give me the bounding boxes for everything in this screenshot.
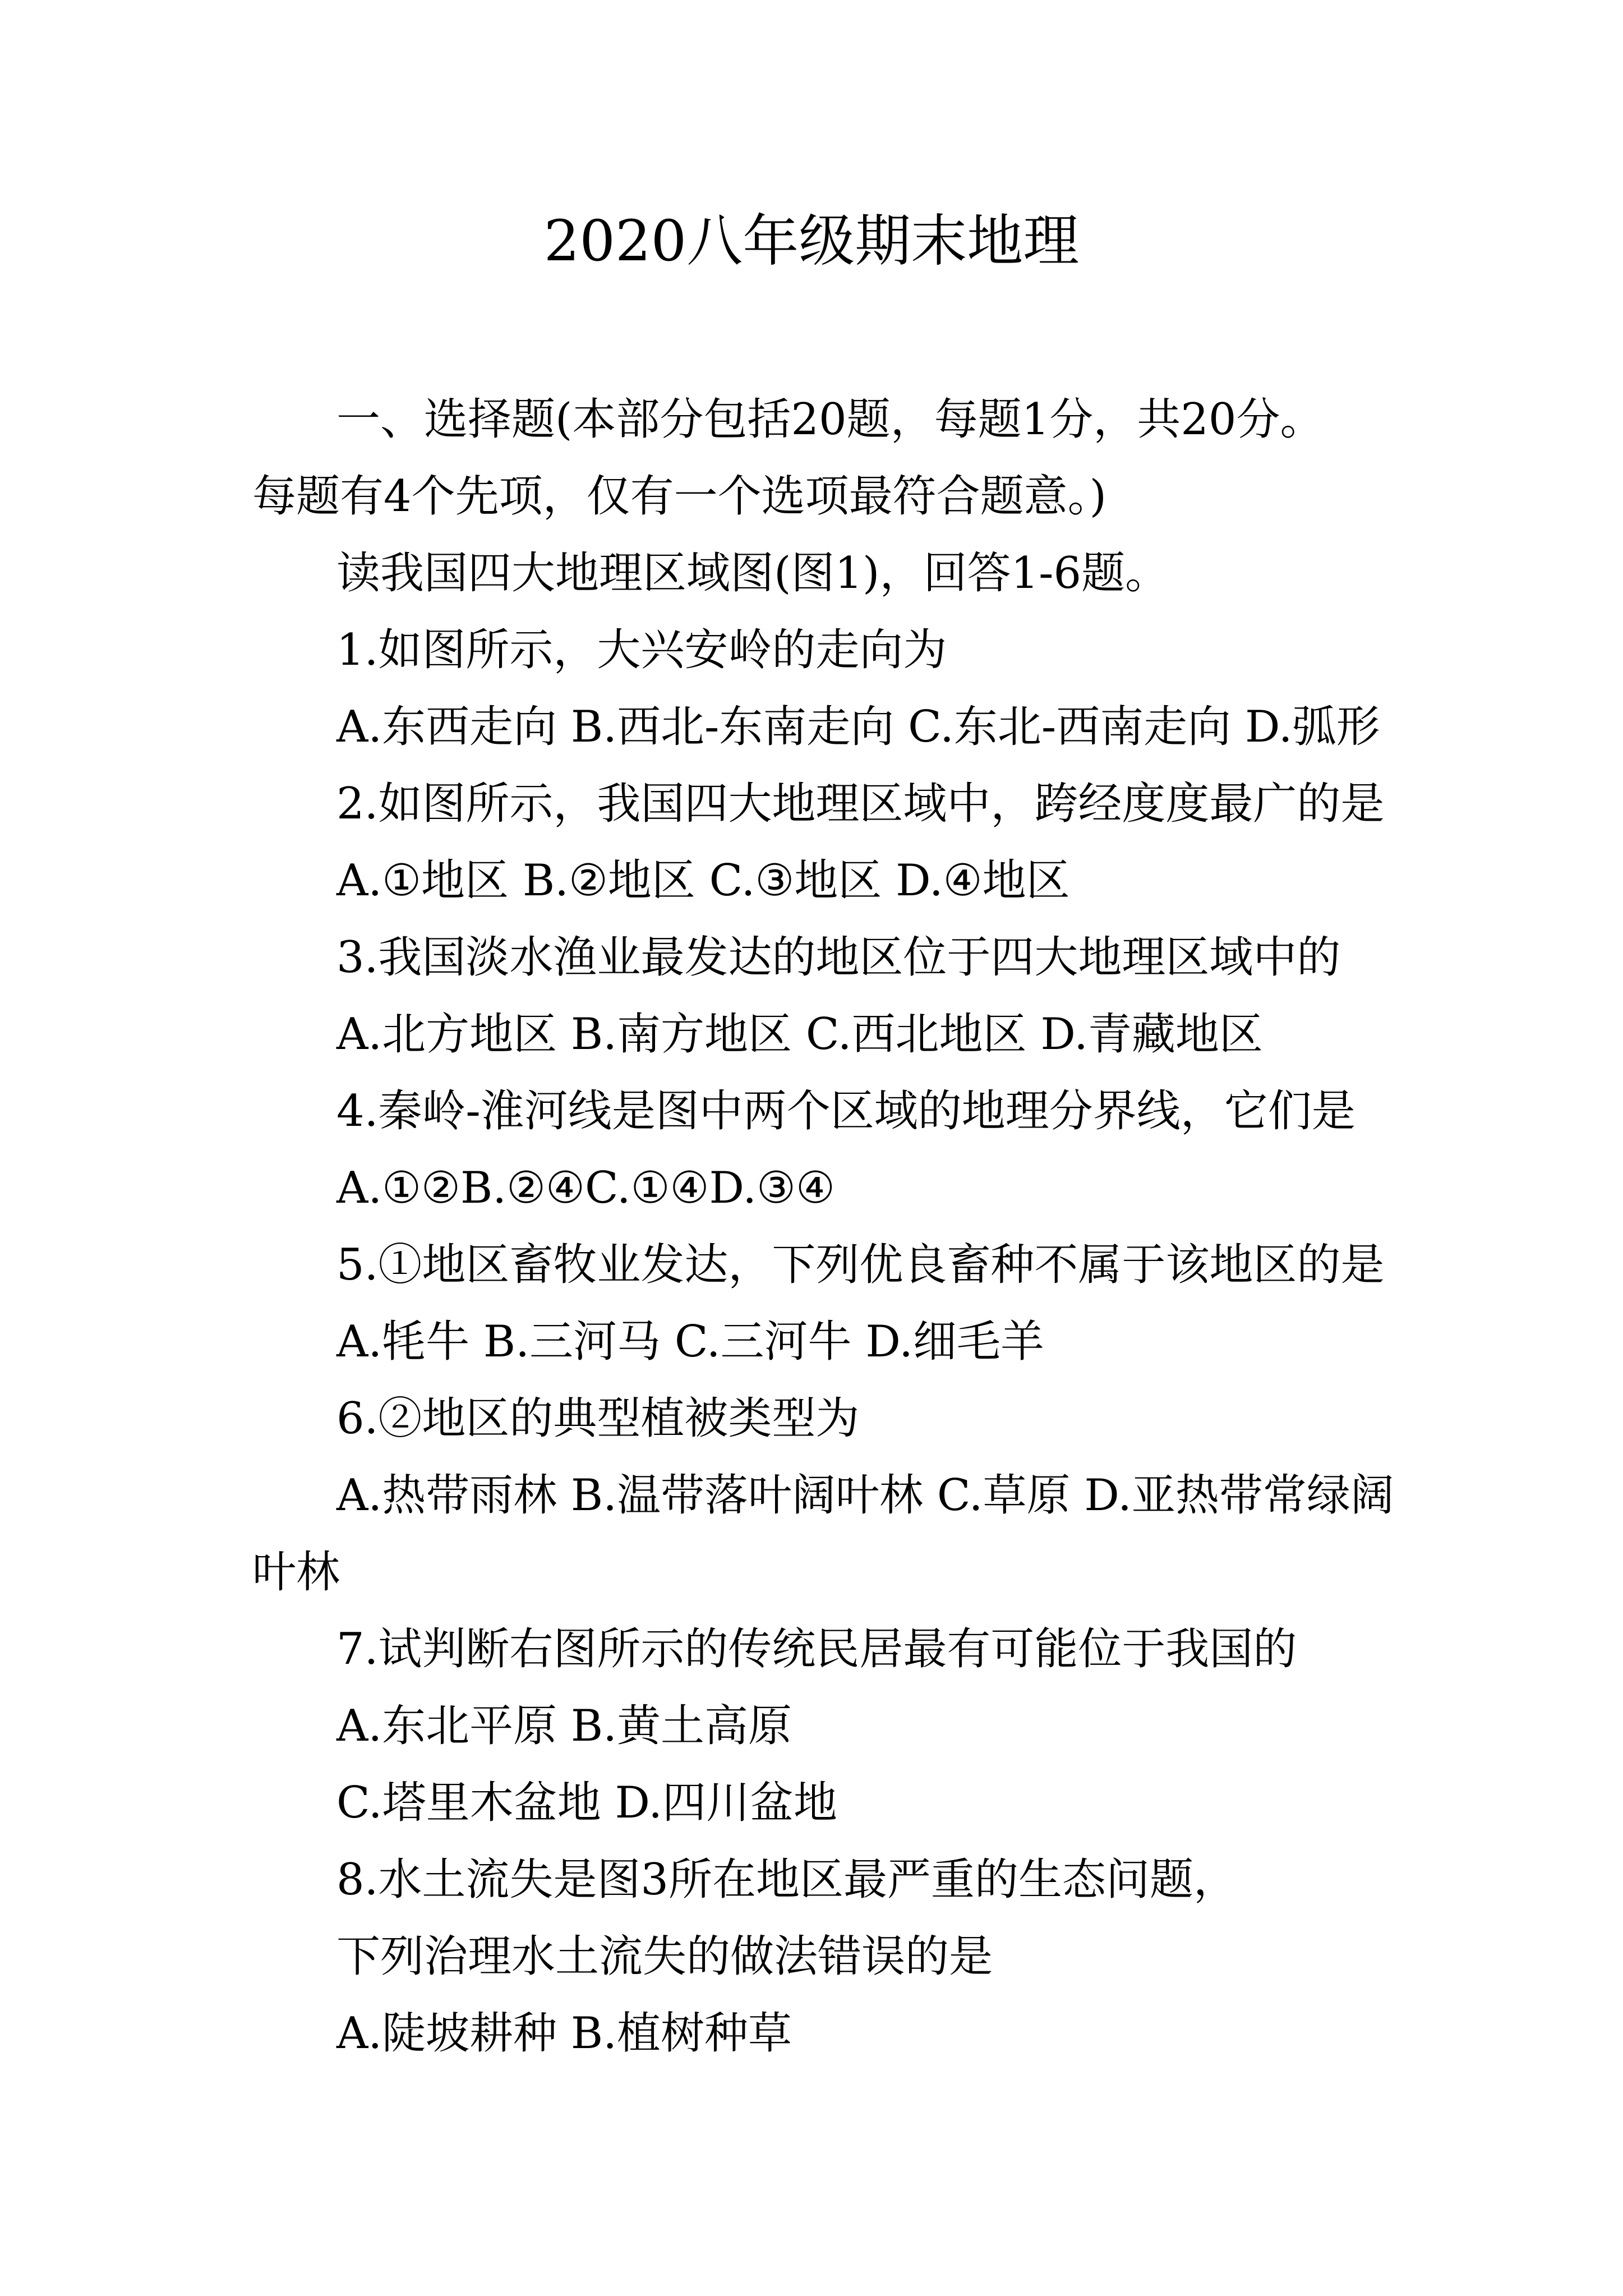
question-7: 7.试判断右图所示的传统民居最有可能位于我国的 — [336, 1624, 1297, 1674]
question-5: 5.①地区畜牧业发达，下列优良畜种不属于该地区的是 — [336, 1240, 1385, 1290]
question-3: 3.我国淡水渔业最发达的地区位于四大地理区域中的 — [336, 932, 1341, 983]
question-4: 4.秦岭-淮河线是图中两个区域的地理分界线，它们是 — [336, 1086, 1355, 1137]
section-heading-line-2: 每题有4个先项，仅有一个选项最符合题意。) — [252, 471, 1107, 522]
question-1: 1.如图所示，大兴安岭的走向为 — [336, 625, 947, 675]
instruction-line: 读我国四大地理区域图(图1)，回答1-6题。 — [336, 548, 1169, 599]
question-7-options-line-1: A.东北平原 B.黄土高原 — [336, 1701, 792, 1751]
question-7-options-line-2: C.塔里木盆地 D.四川盆地 — [336, 1778, 838, 1828]
question-6-options-continued: 叶林 — [252, 1547, 340, 1598]
question-2: 2.如图所示，我国四大地理区域中，跨经度度最广的是 — [336, 779, 1385, 829]
question-8: 8.水土流失是图3所在地区最严重的生态问题， — [336, 1855, 1238, 1905]
document-body — [252, 381, 1394, 2072]
question-4-options: A.①②B.②④C.①④D.③④ — [336, 1163, 835, 1213]
question-2-options: A.①地区 B.②地区 C.③地区 D.④地区 — [336, 855, 1070, 906]
question-6-options: A.热带雨林 B.温带落叶阔叶林 C.草原 D.亚热带常绿阔 — [336, 1470, 1394, 1521]
question-8-continued: 下列治理水土流失的做法错误的是 — [336, 1931, 993, 1982]
question-5-options: A.牦牛 B.三河马 C.三河牛 D.细毛羊 — [336, 1317, 1044, 1367]
question-8-options: A.陡坡耕种 B.植树种草 — [336, 2008, 792, 2059]
question-6: 6.②地区的典型植被类型为 — [336, 1393, 860, 1444]
question-1-options: A.东西走向 B.西北-东南走向 C.东北-西南走向 D.弧形 — [336, 702, 1380, 752]
document-title: 2020八年级期末地理 — [543, 208, 1080, 274]
question-3-options: A.北方地区 B.南方地区 C.西北地区 D.青藏地区 — [336, 1009, 1263, 1060]
section-heading-line-1: 一、选择题(本部分包括20题，每题1分，共20分。 — [336, 394, 1324, 445]
